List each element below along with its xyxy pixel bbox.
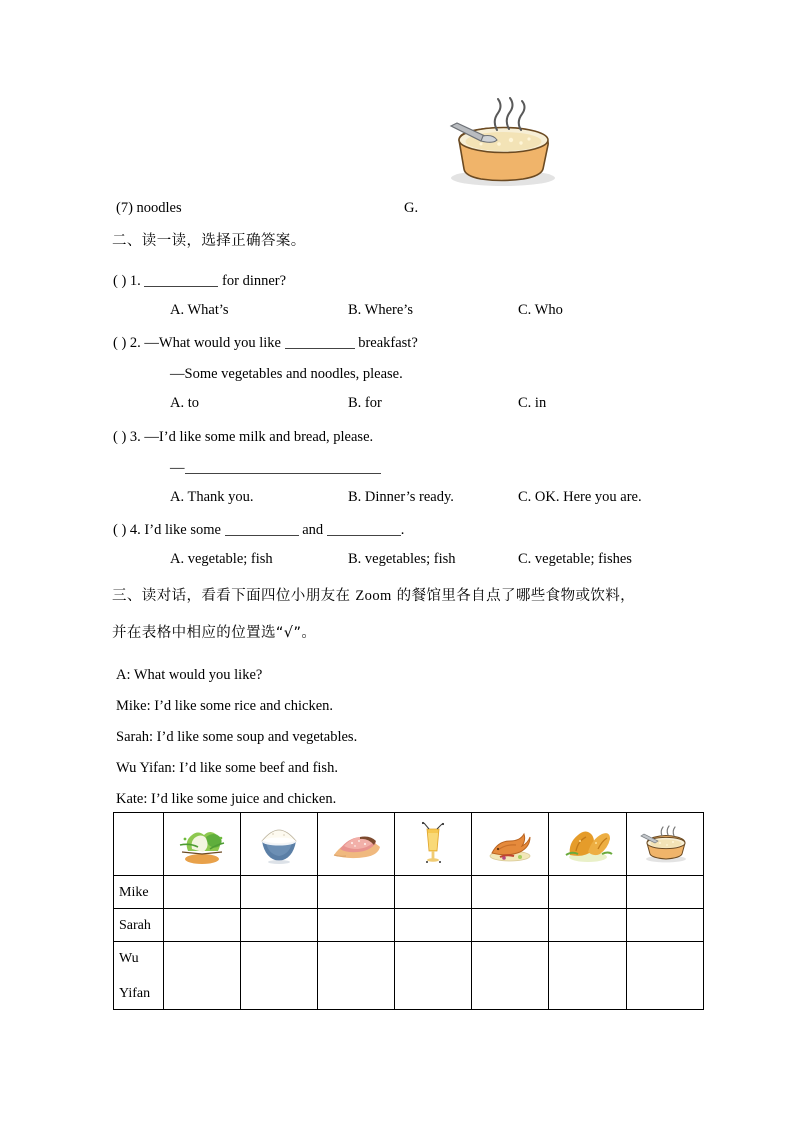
cell-sarah-fish[interactable] bbox=[472, 909, 549, 942]
question-4-stem-after: . bbox=[400, 522, 405, 538]
table-row bbox=[114, 876, 704, 909]
cell-wuyifan-beef[interactable] bbox=[318, 942, 395, 1010]
question-4-stem-mid: and bbox=[298, 522, 327, 538]
cell-wuyifan-rice[interactable] bbox=[241, 942, 318, 1010]
row-label-wuyifan-line1: Wu bbox=[119, 950, 139, 966]
cell-sarah-rice[interactable] bbox=[241, 909, 318, 942]
question-3-bracket[interactable]: ( ) bbox=[113, 429, 127, 445]
chicken-icon bbox=[558, 821, 618, 867]
column-header-beef bbox=[318, 813, 395, 876]
question-4-option-c[interactable]: C. vegetable; fishes bbox=[518, 551, 632, 567]
question-4-bracket[interactable]: ( ) bbox=[113, 522, 127, 538]
question-2-option-b[interactable]: B. for bbox=[348, 395, 382, 411]
question-2-stem-line2: —Some vegetables and noodles, please. bbox=[170, 366, 403, 382]
column-header-soup bbox=[626, 813, 703, 876]
section-three-heading-part-b: 的餐馆里各自点了哪些食物或饮料， bbox=[391, 588, 636, 604]
dialogue-line-kate: Kate: I’d like some juice and chicken. bbox=[116, 791, 337, 807]
question-2-stem-before: —What would you like bbox=[144, 335, 285, 351]
cell-wuyifan-vegetables[interactable] bbox=[164, 942, 241, 1010]
cell-mike-chicken[interactable] bbox=[549, 876, 626, 909]
dialogue-line-wuyifan: Wu Yifan: I’d like some beef and fish. bbox=[116, 760, 338, 776]
question-3-option-c[interactable]: C. OK. Here you are. bbox=[518, 489, 642, 505]
dialogue-line-sarah: Sarah: I’d like some soup and vegetables. bbox=[116, 729, 358, 745]
question-2-option-c[interactable]: C. in bbox=[518, 395, 547, 411]
question-4-number: 4. bbox=[129, 522, 141, 538]
question-3-answer-blank-line bbox=[170, 458, 381, 478]
column-header-chicken bbox=[549, 813, 626, 876]
question-3-option-b[interactable]: B. Dinner’s ready. bbox=[348, 489, 454, 505]
column-header-vegetables bbox=[164, 813, 241, 876]
table-row bbox=[114, 909, 704, 942]
cell-mike-rice[interactable] bbox=[241, 876, 318, 909]
question-4-blank-1[interactable] bbox=[225, 522, 299, 536]
question-1-bracket[interactable]: ( ) bbox=[113, 273, 127, 289]
question-1-option-b[interactable]: B. Where’s bbox=[348, 302, 413, 318]
question-2-option-a[interactable]: A. to bbox=[170, 395, 199, 411]
cell-wuyifan-fish[interactable] bbox=[472, 942, 549, 1010]
question-3-dash: — bbox=[170, 460, 185, 476]
question-2-blank[interactable] bbox=[285, 335, 355, 349]
section-three-heading-line2: 并在表格中相应的位置选“√”。 bbox=[112, 625, 317, 641]
cell-sarah-chicken[interactable] bbox=[549, 909, 626, 942]
question-2-stem bbox=[113, 333, 418, 353]
question-3-stem bbox=[113, 427, 373, 447]
cell-mike-soup[interactable] bbox=[626, 876, 703, 909]
cell-mike-vegetables[interactable] bbox=[164, 876, 241, 909]
section-three-heading-zoom: Zoom bbox=[355, 588, 392, 604]
table-header-row bbox=[114, 813, 704, 876]
column-header-fish bbox=[472, 813, 549, 876]
question-4-option-b[interactable]: B. vegetables; fish bbox=[348, 551, 456, 567]
row-label-wuyifan bbox=[114, 942, 164, 1010]
cell-sarah-soup[interactable] bbox=[626, 909, 703, 942]
row-label-wuyifan-line2: Yifan bbox=[119, 985, 151, 1001]
question-1-option-a[interactable]: A. What’s bbox=[170, 302, 229, 318]
row-label-sarah: Sarah bbox=[114, 909, 164, 942]
dialogue-line-a: A: What would you like? bbox=[116, 667, 263, 683]
food-choice-table bbox=[113, 812, 704, 1010]
cell-wuyifan-soup[interactable] bbox=[626, 942, 703, 1010]
section-two-heading: 二、读一读，选择正确答案。 bbox=[112, 233, 306, 249]
question-1-option-c[interactable]: C. Who bbox=[518, 302, 563, 318]
table-row bbox=[114, 942, 704, 1010]
table-corner-cell bbox=[114, 813, 164, 876]
fish-icon bbox=[480, 821, 540, 867]
cell-wuyifan-chicken[interactable] bbox=[549, 942, 626, 1010]
matching-item-7: (7) noodles bbox=[116, 200, 182, 216]
section-three-heading-part-a: 三、读对话，看看下面四位小朋友在 bbox=[112, 588, 356, 604]
question-2-stem-after: breakfast? bbox=[354, 335, 418, 351]
cell-mike-juice[interactable] bbox=[395, 876, 472, 909]
question-3-blank[interactable] bbox=[185, 460, 381, 474]
question-3-stem-before: —I’d like some milk and bread, please. bbox=[144, 429, 374, 445]
column-header-juice bbox=[395, 813, 472, 876]
question-4-option-a[interactable]: A. vegetable; fish bbox=[170, 551, 273, 567]
cell-mike-fish[interactable] bbox=[472, 876, 549, 909]
question-1-stem-after: for dinner? bbox=[218, 273, 287, 289]
rice-bowl-icon bbox=[249, 821, 309, 867]
question-3-number: 3. bbox=[129, 429, 141, 445]
cell-sarah-beef[interactable] bbox=[318, 909, 395, 942]
section-three-heading-line1 bbox=[112, 586, 635, 606]
matching-answer-g: G. bbox=[404, 200, 419, 216]
soup-bowl-illustration bbox=[437, 96, 565, 192]
dialogue-line-mike: Mike: I’d like some rice and chicken. bbox=[116, 698, 334, 714]
cell-sarah-vegetables[interactable] bbox=[164, 909, 241, 942]
question-4-stem bbox=[113, 520, 404, 540]
vegetables-icon bbox=[172, 821, 232, 867]
column-header-rice bbox=[241, 813, 318, 876]
question-1-stem bbox=[113, 271, 286, 291]
question-4-blank-2[interactable] bbox=[327, 522, 401, 536]
question-4-stem-before: I’d like some bbox=[144, 522, 225, 538]
beef-icon bbox=[326, 821, 386, 867]
question-2-number: 2. bbox=[129, 335, 141, 351]
cell-wuyifan-juice[interactable] bbox=[395, 942, 472, 1010]
question-1-blank[interactable] bbox=[144, 273, 218, 287]
question-2-bracket[interactable]: ( ) bbox=[113, 335, 127, 351]
row-label-mike: Mike bbox=[114, 876, 164, 909]
soup-bowl-icon bbox=[635, 821, 695, 867]
cell-mike-beef[interactable] bbox=[318, 876, 395, 909]
juice-glass-icon bbox=[403, 821, 463, 867]
cell-sarah-juice[interactable] bbox=[395, 909, 472, 942]
question-1-number: 1. bbox=[129, 273, 141, 289]
question-3-option-a[interactable]: A. Thank you. bbox=[170, 489, 254, 505]
